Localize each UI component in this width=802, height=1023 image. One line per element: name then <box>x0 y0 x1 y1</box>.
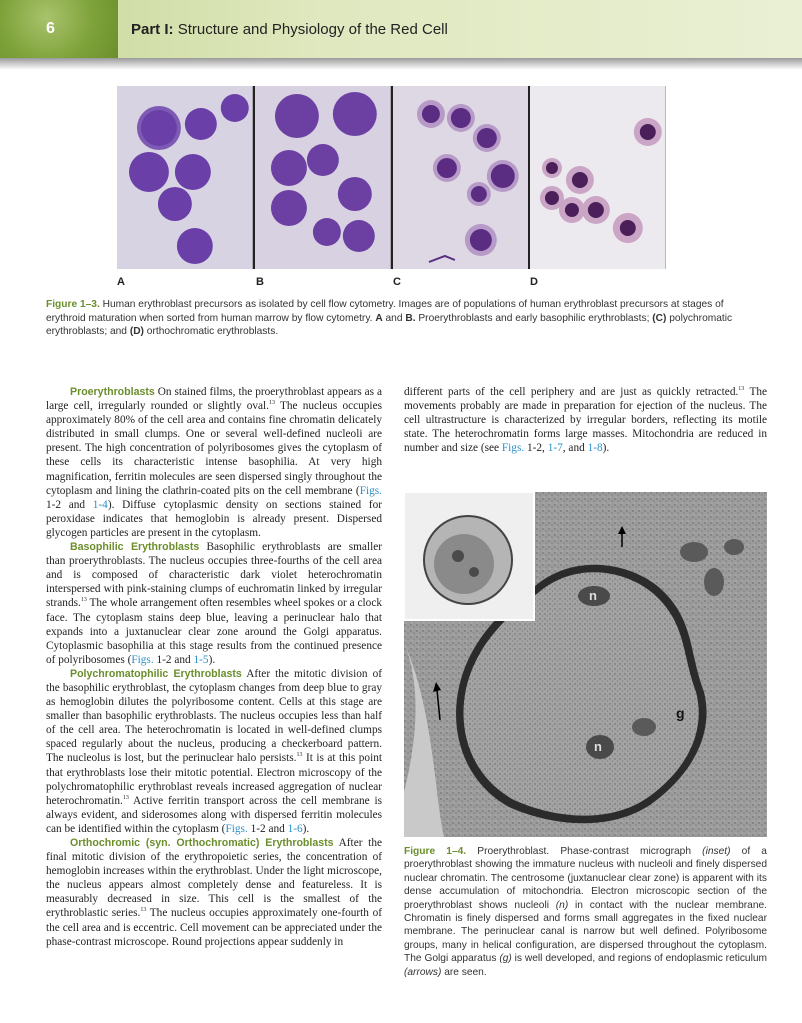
body-text: 1-2 and <box>247 822 288 835</box>
caption-text: is well developed, and regions of endoplasmic reticulum <box>511 953 768 965</box>
figure-panel-d <box>530 86 666 269</box>
caption-bold: (C) <box>652 312 667 324</box>
paragraph-proerythroblasts <box>46 385 382 540</box>
caption-text: of a proerythroblast showing the immature nucleus with nucleoli and finely dispersed nuclear chromatin. The centrosome (juxtanuclear clear zone) is apparent with its dense accumulation of mitochondria. Electron microscopic section of the proerythroblast shows nucleoli <box>404 846 767 911</box>
figure-link[interactable]: 1-8 <box>587 442 603 455</box>
caption-bold: B. <box>405 312 416 324</box>
caption-text: Human erythroblast precursors as isolated by cell flow cytometry. Images are of populations of human erythroblast precursors at stages of erythroid maturation when sorted from human marrow by flow cytometry. <box>46 299 724 324</box>
reference-superscript: 13 <box>738 386 745 393</box>
figure-label: Figure 1–4. <box>404 846 467 857</box>
caption-italic: (g) <box>499 953 512 965</box>
caption-text: and <box>382 312 406 324</box>
caption-italic: (n) <box>555 899 569 911</box>
body-text: ). <box>602 442 610 455</box>
caption-text: Proerythroblast. Phase-contrast micrograph <box>466 846 703 857</box>
paragraph-basophilic <box>46 540 382 667</box>
figure-link[interactable]: Figs. <box>359 484 382 497</box>
label-n-top: n <box>589 588 597 603</box>
section-heading: Proerythroblasts <box>70 386 155 398</box>
paragraph-orthochromic <box>46 836 382 949</box>
figure-label: Figure 1–3. <box>46 299 100 310</box>
body-text: , and <box>562 442 588 455</box>
figure-link[interactable]: 1-4 <box>92 498 108 511</box>
body-text: After the mitotic division of the basophilic erythroblast, the cytoplasm changes from deep blue to gray as hemoglobin dilutes the polyribosome content. Cells at this stage are smaller than basophilic erythroblasts. The nucleus occupies less than half of the cell area. The heterochromatin is located in well-defined clumps spaced regularly about the nucleus, producing a checkerboard pattern. The nucleolus is lost, but the perinuclear halo persists. <box>46 667 382 765</box>
body-text: 1-2 and <box>46 498 93 511</box>
reference-superscript: 13 <box>80 597 87 604</box>
panel-label-c: C <box>393 276 401 288</box>
header-shadow <box>0 58 802 70</box>
figure-link[interactable]: 1-6 <box>287 822 303 835</box>
body-text: ). <box>208 653 216 666</box>
figure-panel-b <box>255 86 391 269</box>
body-text: ). <box>302 822 310 835</box>
body-text: Basophilic erythroblasts are smaller than proerythroblasts. The nucleus occupies three-fourths of the cell area and is composed of characteristic dark violet heterochromatin interspersed with pink-staining clumps of euchromatin linked by irregular strands. <box>46 541 383 610</box>
label-g: g <box>676 705 685 721</box>
figure-1-3-caption <box>46 298 762 339</box>
body-text: 1-2 and <box>153 653 194 666</box>
running-head <box>131 21 448 38</box>
body-text: Active ferritin transport across the cell membrane is always evident, and siderosomes along with dispersed ferritin molecules can be identified within the cytoplasm ( <box>46 794 382 835</box>
label-n-bottom: n <box>594 739 602 754</box>
caption-italic: (inset) <box>702 846 731 857</box>
figure-panel-c <box>393 86 529 269</box>
body-text: After the final mitotic division of the erythropoietic series, the concentration of hemoglobin increases within the erythroblast. Under the light microscope, the nucleus appears almost completely dense and featureless. It is measurably decreased in size. This cell is the smallest of the erythroblastic series. <box>46 837 382 920</box>
caption-text: are seen. <box>441 966 487 978</box>
paragraph-continued <box>404 385 767 455</box>
caption-text: Proerythroblasts and early basophilic erythroblasts; <box>415 312 653 324</box>
reference-superscript: 13 <box>122 794 129 801</box>
body-text: The whole arrangement often resembles wheel spokes or a clock face. The cytoplasm stains deep blue, leaving a perinuclear halo that expands into a juxtanuclear clear zone around the Golgi apparatus. Cytoplasmic basophilia at this stage results from the continued presence of polyribosomes ( <box>46 597 382 666</box>
figure-link[interactable]: 1-7 <box>547 442 563 455</box>
caption-italic: (arrows) <box>404 966 442 978</box>
figure-link[interactable]: Figs. <box>225 822 248 835</box>
page-number: 6 <box>46 20 55 37</box>
figure-1-4 <box>404 492 767 837</box>
right-column <box>404 385 767 455</box>
caption-bold: (D) <box>129 326 144 338</box>
body-text: On stained films, the proerythroblast appears as a large cell, irregularly rounded or slightly oval. <box>46 386 382 413</box>
figure-panel-a <box>117 86 253 269</box>
caption-text: orthochromatic erythroblasts. <box>143 326 279 338</box>
page-header <box>0 0 802 58</box>
section-heading: Basophilic Erythroblasts <box>70 541 200 554</box>
reference-superscript: 13 <box>140 907 147 914</box>
body-text: The movements probably are made in preparation for ejection of the nucleus. The cell ultrastructure is characterized by irregular borders, reflecting its motile state. The heterochromatin forms large masses. Mitochondria are reduced in number and size (see <box>404 386 768 455</box>
figure-link[interactable]: 1-5 <box>193 653 209 666</box>
body-text: The nucleus occupies approximately 80% of the cell area and contains fine chromatin delicately distributed in small clumps. One or several well-defined nucleoli are present. The high concentration of polyribosomes gives the cytoplasm of these cells its characteristic intense basophilia. At very high magnification, ferritin molecules are seen dispersed singly throughout the cytoplasm and lining the clathrin-coated pits on the cell membrane ( <box>46 400 382 497</box>
left-column <box>46 385 382 949</box>
figure-1-4-caption <box>404 845 767 979</box>
section-heading: Polychromatophilic Erythroblasts <box>70 667 242 680</box>
part-label: Part I: <box>131 21 174 38</box>
figure-panel-labels <box>117 276 666 290</box>
reference-superscript: 13 <box>268 400 275 407</box>
body-text: different parts of the cell periphery and are just as quickly retracted. <box>404 386 739 398</box>
panel-label-a: A <box>117 276 125 288</box>
body-text: It is at this point that erythroblasts lose their mitotic potential. Electron microscopy of the polychromatophilic erythroblast reveals increased aggregation of nuclear heterochromatin. <box>46 752 382 807</box>
body-text: ). Diffuse cytoplasmic density on sections stained for peroxidase indicates that hemoglobin is already present. Dispersed glycogen particles are present in the cytoplasm. <box>46 498 382 539</box>
panel-label-b: B <box>256 276 264 288</box>
reference-superscript: 13 <box>296 752 303 759</box>
body-text: The nucleus occupies approximately one-fourth of the cell area and is eccentric. Cell movement can be appreciated under the phase-contrast microscope. Round projections appear suddenly in <box>46 907 382 948</box>
figure-link[interactable]: Figs. <box>131 653 154 666</box>
paragraph-polychromatophilic <box>46 667 382 836</box>
panel-label-d: D <box>530 276 538 288</box>
caption-bold: A <box>375 312 383 324</box>
header-tab <box>0 0 118 58</box>
part-title: Structure and Physiology of the Red Cell <box>177 21 448 38</box>
caption-text: in contact with the nuclear membrane. Chromatin is finely dispersed and forms small aggregates in the fixed nuclear membrane. The perinuclear canal is narrow but well defined. Polyribosome groups, many in helical configuration, are dispersed throughout the cytoplasm. The Golgi apparatus <box>404 899 767 965</box>
figure-1-3 <box>117 86 666 269</box>
body-text: 1-2, <box>524 442 548 455</box>
section-heading: Orthochromic (syn. Orthochromatic) Erythroblasts <box>70 837 334 849</box>
figure-link[interactable]: Figs. <box>501 442 525 455</box>
caption-text: polychromatic erythroblasts; and <box>46 312 733 338</box>
